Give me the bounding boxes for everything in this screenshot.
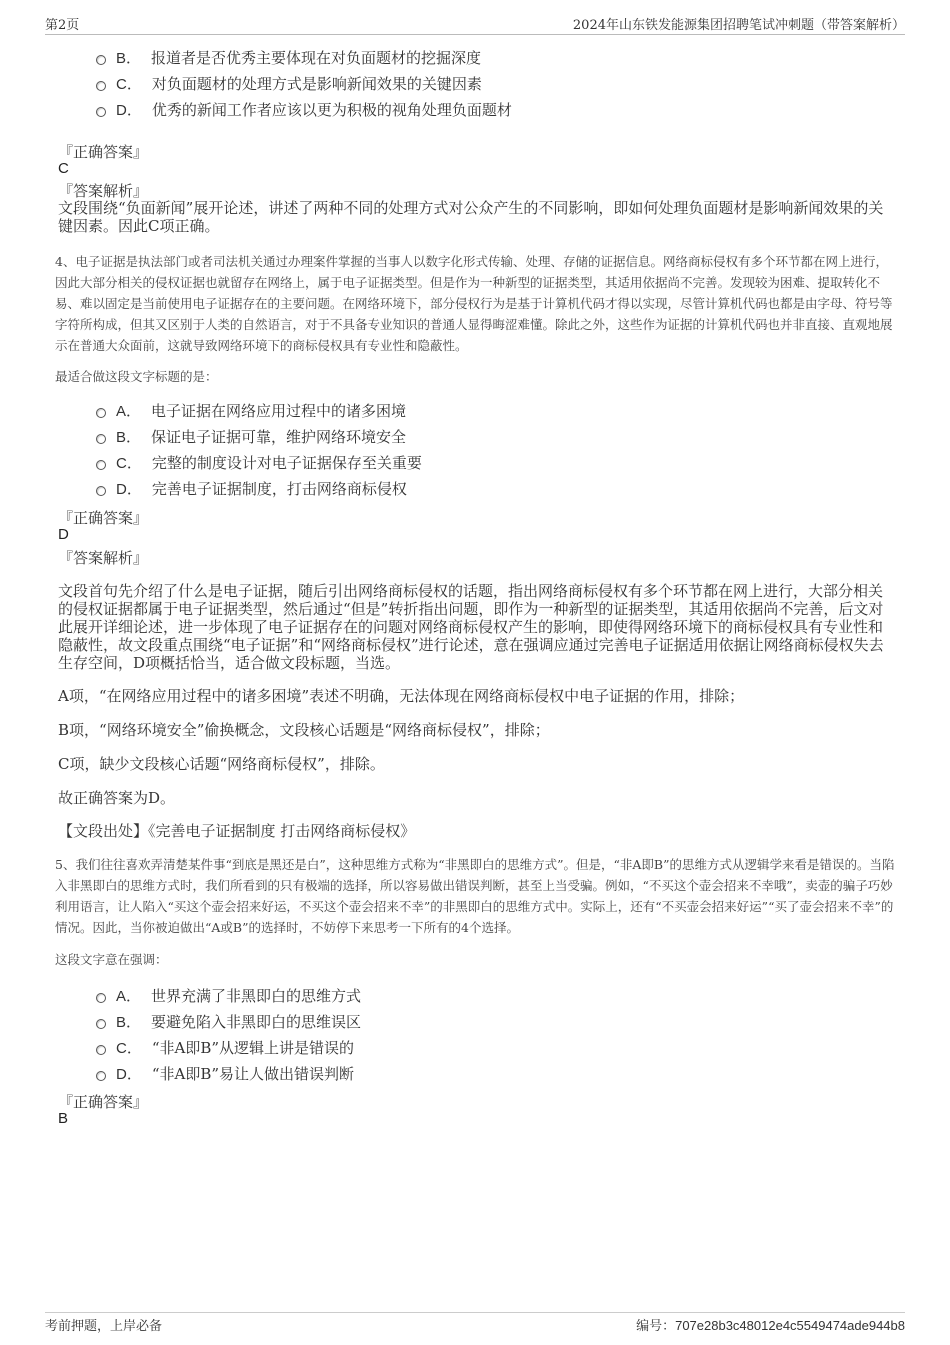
radio-icon[interactable] <box>96 460 106 470</box>
q3-option-d[interactable]: D． 优秀的新闻工作者应该以更为积极的视角处理负面题材 <box>96 99 512 121</box>
document-code <box>636 1315 905 1334</box>
q3-analysis-label: 『答案解析』 <box>58 182 149 200</box>
q3-answer-label: 『正确答案』 <box>58 143 149 161</box>
code-value: 707e28b3c48012e4c5549474ade944b8 <box>675 1318 905 1333</box>
q4-analysis: 文段首句先介绍了什么是电子证据，随后引出网络商标侵权的话题，指出网络商标侵权有多个环节都在网上进行，大部分相关的侵权证据都属于电子证据类型，然后通过“但是”转折指出问题，即作为一种新型的证据类型，其适用依据尚不完善，后文对此展开详细论述，进一步体现了电子证据存在的问题对网络商标侵权产生的影响，即使得网络环境下的商标侵权具有专业性和隐蔽性，故文段重点围绕“电子证据”和“网络商标侵权”进行论述，意在强调应通过完善电子证据适用依据让网络商标侵权失去生存空间，D项概括恰当，适合做文段标题，当选。 <box>58 582 884 672</box>
document-title: 2024年山东铁发能源集团招聘笔试冲刺题（带答案解析） <box>572 18 905 33</box>
page-header <box>45 14 905 35</box>
q3-option-b[interactable]: B． 报道者是否优秀主要体现在对负面题材的挖掘深度 <box>96 47 481 69</box>
radio-icon[interactable] <box>96 1071 106 1081</box>
q4-option-a[interactable]: A． 电子证据在网络应用过程中的诸多困境 <box>96 400 406 422</box>
radio-icon[interactable] <box>96 81 106 91</box>
q4-answer-label: 『正确答案』 <box>58 509 149 527</box>
radio-icon[interactable] <box>96 434 106 444</box>
code-label: 编号： <box>636 1319 676 1334</box>
q4-option-d[interactable]: D． 完善电子证据制度，打击网络商标侵权 <box>96 478 407 500</box>
radio-icon[interactable] <box>96 993 106 1003</box>
q5-stem: 5、我们往往喜欢弄清楚某件事“到底是黑还是白”，这种思维方式称为“非黑即白的思维方式”。但是，“非A即B”的思维方式从逻辑学来看是错误的。当陷入非黑即白的思维方式时，我们所看到的只有极端的选择，所以容易做出错误判断，甚至上当受骗。例如，“不买这个壶会招来不幸哦”，卖壶的骗子巧妙利用语言，让人陷入“买这个壶会招来好运，不买这个壶会招来不幸”的非黑即白的思维方式中。实际上，还有“不买壶会招来好运”“买了壶会招来不幸”的情况。因此，当你被迫做出“A或B”的选择时，不妨停下来思考一下所有的4个选择。 <box>55 857 895 935</box>
page-number: 第2页 <box>45 18 80 33</box>
radio-icon[interactable] <box>96 55 106 65</box>
q4-answer: D <box>58 526 69 543</box>
radio-icon[interactable] <box>96 1045 106 1055</box>
q5-option-b[interactable]: B． 要避免陷入非黑即白的思维误区 <box>96 1011 361 1033</box>
q5-prompt: 这段文字意在强调： <box>55 952 168 967</box>
q4-analysis-item-b: B项，“网络环境安全”偷换概念，文段核心话题是“网络商标侵权”，排除； <box>58 721 550 739</box>
q5-option-c[interactable]: C． “非A即B”从逻辑上讲是错误的 <box>96 1037 354 1059</box>
q5-option-a[interactable]: A． 世界充满了非黑即白的思维方式 <box>96 985 361 1007</box>
q4-option-b[interactable]: B． 保证电子证据可靠，维护网络环境安全 <box>96 426 406 448</box>
page-footer <box>45 1312 905 1337</box>
q5-option-d[interactable]: D． “非A即B”易让人做出错误判断 <box>96 1063 354 1085</box>
radio-icon[interactable] <box>96 486 106 496</box>
q4-analysis-item-a: A项，“在网络应用过程中的诸多困境”表述不明确，无法体现在网络商标侵权中电子证据的作用，排除； <box>58 687 745 705</box>
q4-stem: 4、电子证据是执法部门或者司法机关通过办理案件掌握的当事人以数字化形式传输、处理、存储的证据信息。网络商标侵权有多个环节都在网上进行，因此大部分相关的侵权证据也就留存在网络上，属于电子证据类型。但是作为一种新型的证据类型，其适用依据尚不完善。发现较为困难、提取转化不易、难以固定是当前使用电子证据存在的主要问题。在网络环境下，部分侵权行为是基于计算机代码才得以实现，尽管计算机代码也都是由字母、符号等字符所构成，但其又区别于人类的自然语言，对于不具备专业知识的普通人显得晦涩难懂。除此之外，这些作为证据的计算机代码也并非直接、直观地展示在普通大众面前，这就导致网络环境下的商标侵权具有专业性和隐蔽性。 <box>55 254 893 353</box>
footer-slogan: 考前押题，上岸必备 <box>45 1319 163 1334</box>
radio-icon[interactable] <box>96 107 106 117</box>
radio-icon[interactable] <box>96 408 106 418</box>
q4-conclusion: 故正确答案为D。 <box>58 789 176 807</box>
q3-analysis: 文段围绕“负面新闻”展开论述，讲述了两种不同的处理方式对公众产生的不同影响，即如何处理负面题材是影响新闻效果的关键因素。因此C项正确。 <box>58 199 884 235</box>
q4-analysis-label: 『答案解析』 <box>58 549 149 567</box>
q4-prompt: 最适合做这段文字标题的是： <box>55 369 218 384</box>
radio-icon[interactable] <box>96 1019 106 1029</box>
q3-option-c[interactable]: C． 对负面题材的处理方式是影响新闻效果的关键因素 <box>96 73 482 95</box>
q4-option-c[interactable]: C． 完整的制度设计对电子证据保存至关重要 <box>96 452 422 474</box>
q5-answer-label: 『正确答案』 <box>58 1093 149 1111</box>
q4-source: 【文段出处】《完善电子证据制度 打击网络商标侵权》 <box>58 822 416 840</box>
q5-answer: B <box>58 1110 69 1127</box>
q4-analysis-item-c: C项，缺少文段核心话题“网络商标侵权”，排除。 <box>58 755 385 773</box>
q3-answer: C <box>58 160 69 177</box>
